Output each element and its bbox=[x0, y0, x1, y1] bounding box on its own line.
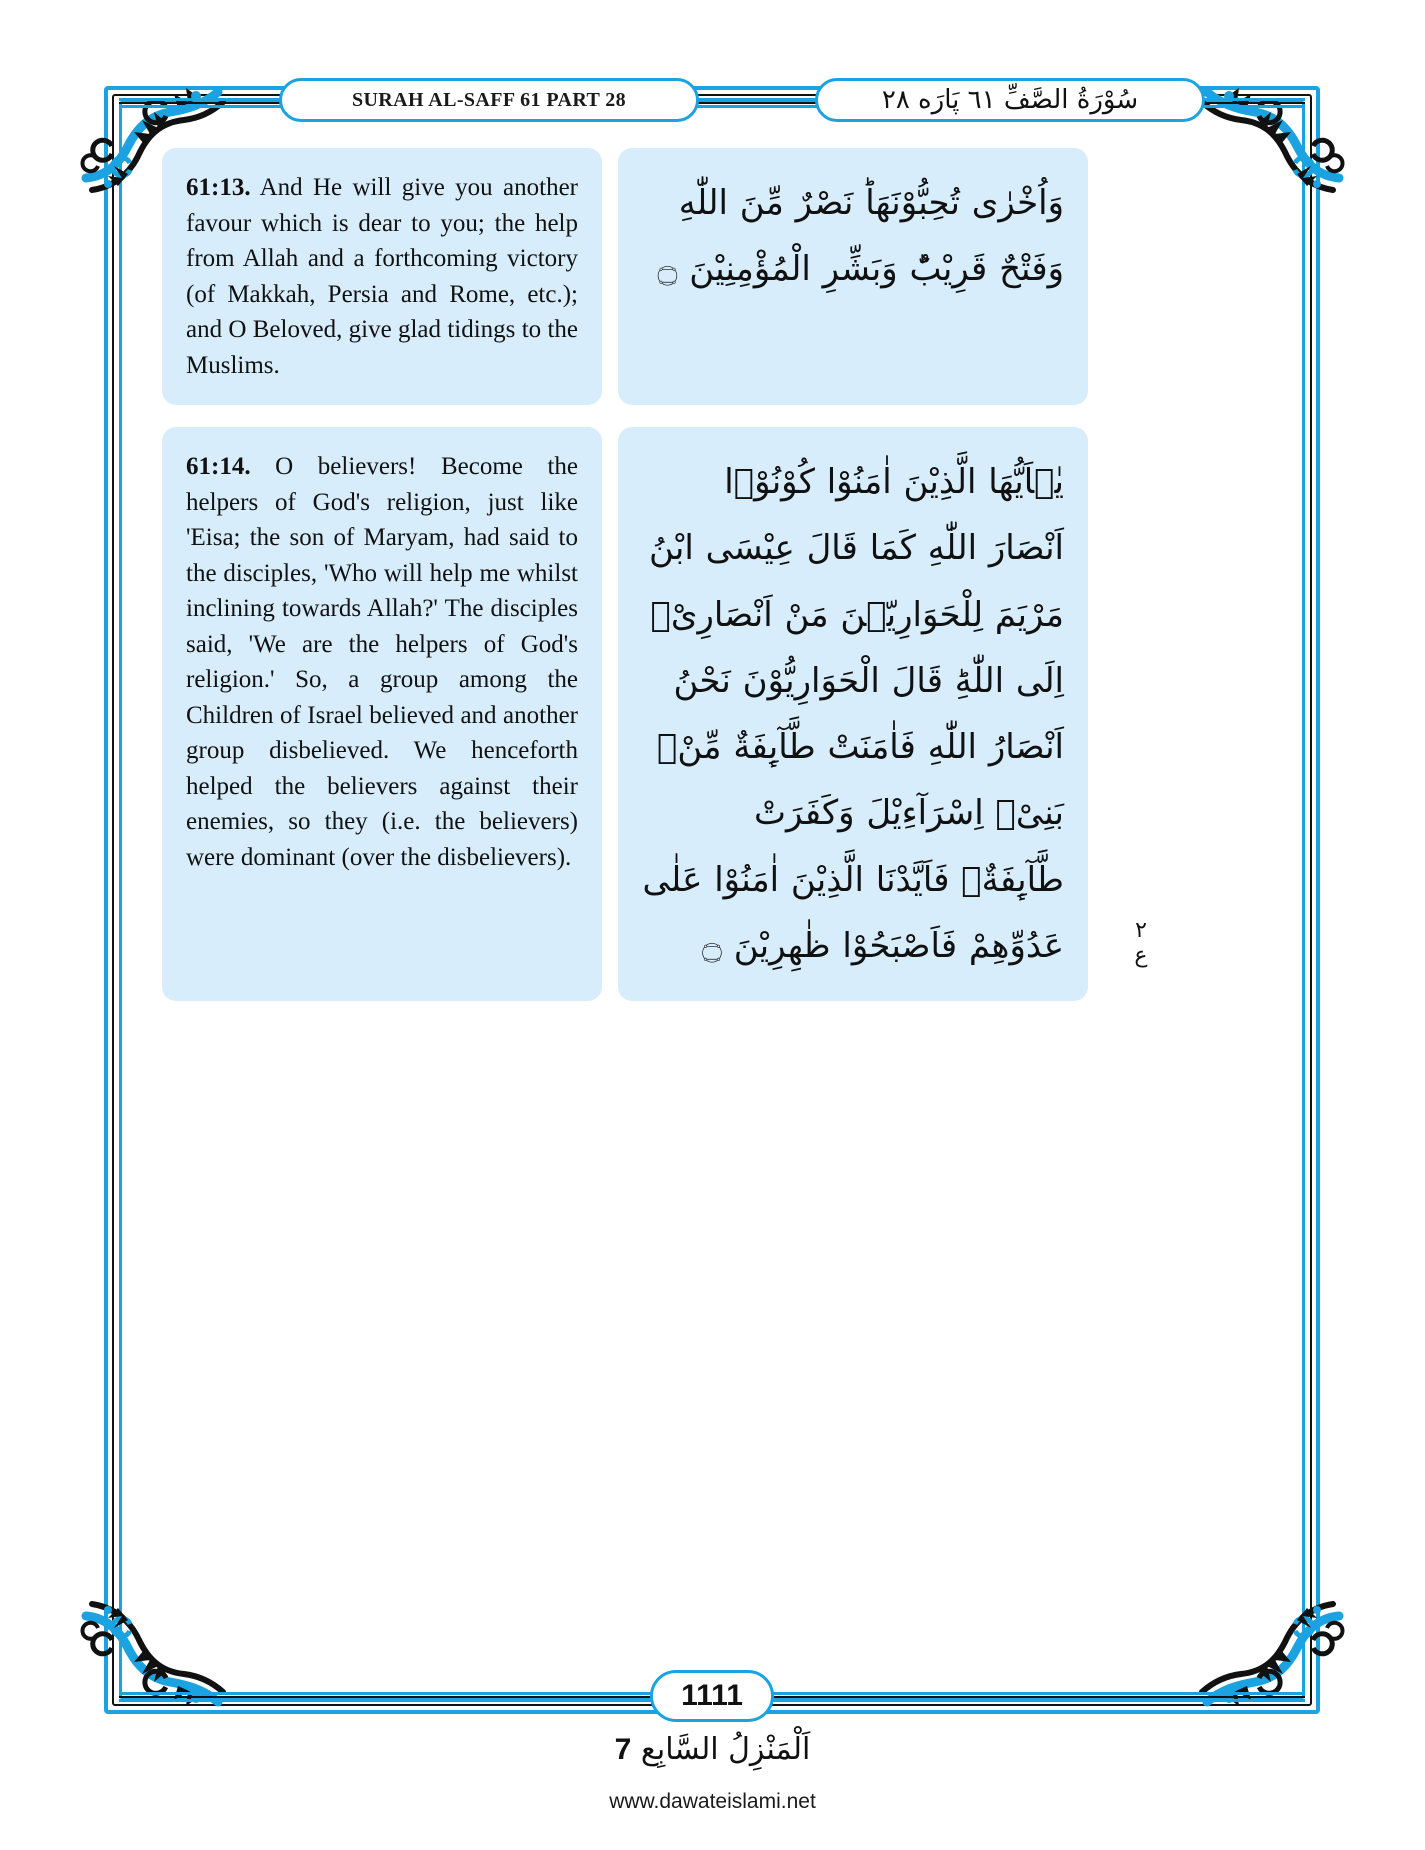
verse-reference: 61:14. bbox=[186, 453, 251, 480]
arabic-text: یٰۤاَیُّهَا الَّذِیْنَ اٰمَنُوْا كُوْنُوْۤا اَنْصَارَ اللّٰهِ كَمَا قَالَ عِیْسَى ابْنُ مَرْیَمَ لِلْحَوَارِیّٖنَ مَنْ اَنْصَارِیْۤ اِلَى اللّٰهِؕ قَالَ الْحَوَارِیُّوْنَ نَحْنُ اَنْصَارُ اللّٰهِ فَاٰمَنَتْ طَّآىِٕفَةٌ مِّنْۢ بَنِیْۤ اِسْرَآءِیْلَ وَكَفَرَتْ طَّآىِٕفَةٌۚ فَاَیَّدْنَا الَّذِیْنَ اٰمَنُوْا عَلٰى عَدُوِّهِمْ فَاَصْبَحُوْا ظٰهِرِیْنَ ۝ bbox=[642, 462, 1064, 967]
ruku-marker-number: ۲ bbox=[1135, 918, 1147, 943]
manzil-label bbox=[0, 1732, 1425, 1767]
arabic-panel bbox=[618, 148, 1088, 405]
arabic-panel bbox=[618, 427, 1088, 1001]
page-number: 1111 bbox=[650, 1670, 774, 1722]
arabic-text: وَاُخْرٰى تُحِبُّوْنَهَاؕ نَصْرٌ مِّنَ اللّٰهِ وَفَتْحٌ قَرِیْبٌؕ وَبَشِّرِ الْمُؤْمِنِیْنَ ۝ bbox=[657, 183, 1064, 290]
manzil-text: اَلْمَنْزِلُ السَّابِع bbox=[640, 1732, 811, 1767]
surah-title-english-label: SURAH AL-SAFF 61 PART 28 bbox=[351, 88, 627, 111]
translation-panel bbox=[162, 427, 602, 1001]
manzil-number: 7 bbox=[614, 1733, 632, 1766]
verse-reference: 61:13. bbox=[186, 174, 251, 201]
surah-title-arabic bbox=[815, 78, 1205, 122]
translation-body: O believers! Become the helpers of God's religion, just like 'Eisa; the son of Maryam, had said to the disciples, 'Who will help me whilst inclining towards Allah?' The disciples said, 'We are the helpers of God's religion.' So, a group among the Children of Israel believed and another group disbelieved. We henceforth helped the believers against their enemies, so they (i.e. the believers) were dominant (over the disbelievers). bbox=[186, 453, 578, 871]
verse-row bbox=[162, 427, 1262, 1001]
website-url: www.dawateislami.net bbox=[609, 1790, 816, 1813]
ruku-marker bbox=[1118, 918, 1164, 969]
verse-list bbox=[162, 148, 1262, 1023]
page-header bbox=[119, 78, 1305, 126]
translation-body: And He will give you another favour which is dear to you; the help from Allah and a forthcoming victory (of Makkah, Persia and Rome, etc.); and O Beloved, give glad tidings to the Muslims. bbox=[186, 174, 578, 379]
translation-text bbox=[186, 449, 578, 875]
page-footer bbox=[119, 1672, 1305, 1722]
translation-text bbox=[186, 170, 578, 383]
translation-panel bbox=[162, 148, 602, 405]
surah-title-arabic-label: سُوْرَةُ الصَّفِّ ٦١ پَارَه ٢٨ bbox=[881, 85, 1139, 115]
verse-row bbox=[162, 148, 1262, 405]
ruku-marker-symbol: ع bbox=[1134, 943, 1148, 969]
surah-title-english bbox=[279, 78, 699, 122]
